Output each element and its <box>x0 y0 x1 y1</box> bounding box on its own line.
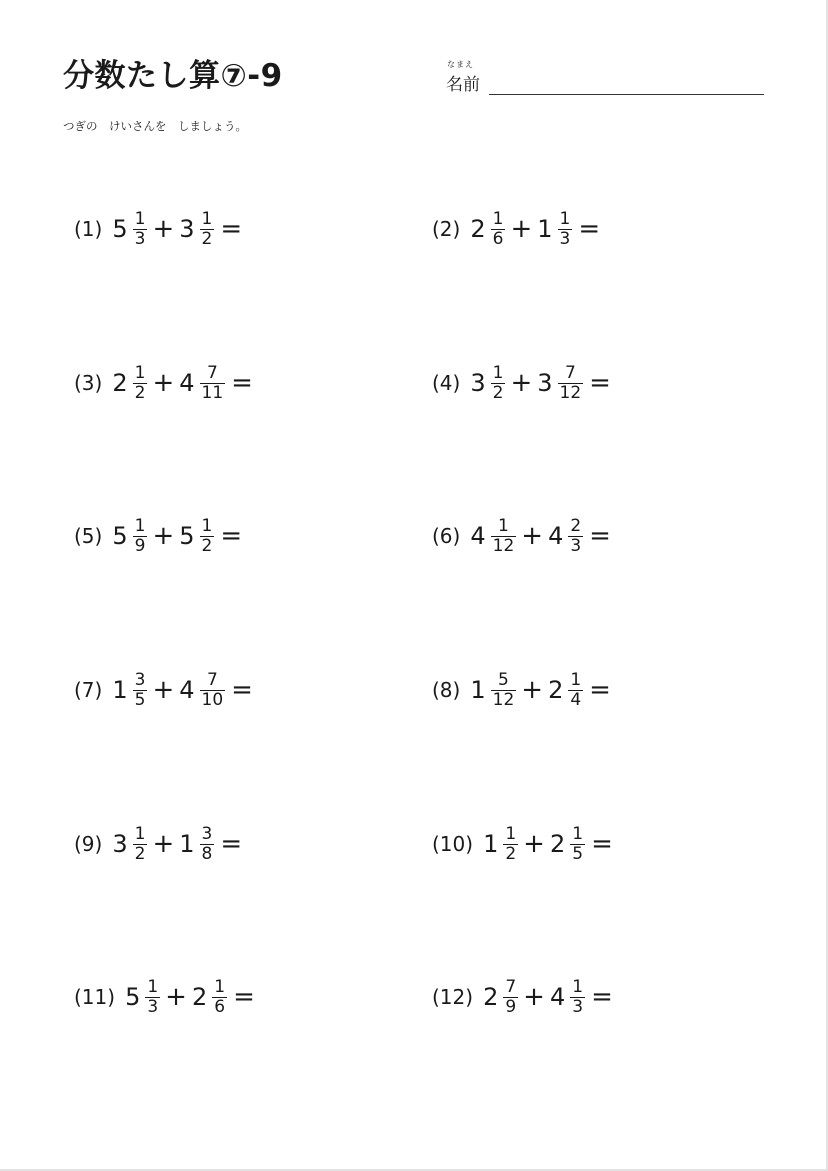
fraction <box>503 978 518 1017</box>
whole-number: 5 <box>112 522 128 550</box>
equals-sign: = <box>591 982 613 1012</box>
whole-number: 2 <box>549 830 566 858</box>
name-writing-line[interactable] <box>489 94 764 95</box>
denominator: 9 <box>134 535 146 556</box>
problem-number: (3) <box>74 371 103 395</box>
whole-number: 1 <box>470 676 486 704</box>
fraction <box>133 671 148 710</box>
plus-sign: + <box>523 829 545 859</box>
numerator: 1 <box>572 976 584 997</box>
problem-number: (10) <box>432 832 474 856</box>
fraction <box>491 364 506 403</box>
whole-number: 4 <box>548 522 564 550</box>
denominator: 4 <box>570 689 582 710</box>
fraction <box>133 517 148 556</box>
denominator: 3 <box>559 228 571 249</box>
fraction <box>558 210 573 249</box>
fraction <box>558 364 584 403</box>
numerator: 1 <box>505 823 517 844</box>
numerator: 3 <box>134 669 146 690</box>
name-label: 名前 <box>446 75 480 95</box>
problem-number: (4) <box>432 371 461 395</box>
fraction <box>133 210 148 249</box>
denominator: 11 <box>201 382 224 403</box>
equals-sign: = <box>220 521 243 551</box>
problem-4 <box>432 358 611 408</box>
equals-sign: = <box>220 829 243 859</box>
whole-number: 3 <box>179 215 195 243</box>
denominator: 12 <box>559 382 582 403</box>
fraction <box>491 517 517 556</box>
numerator: 1 <box>498 515 509 536</box>
denominator: 2 <box>492 382 504 403</box>
denominator: 12 <box>492 535 515 556</box>
plus-sign: + <box>152 368 175 398</box>
denominator: 3 <box>570 535 582 556</box>
fraction <box>145 978 160 1017</box>
problem-number: (6) <box>432 524 461 548</box>
numerator: 7 <box>564 362 576 383</box>
name-field[interactable] <box>446 58 766 98</box>
plus-sign: + <box>521 675 544 705</box>
problem-number: (9) <box>74 832 103 856</box>
plus-sign: + <box>510 214 533 244</box>
fraction <box>200 210 215 249</box>
fraction <box>568 517 583 556</box>
numerator: 1 <box>201 515 213 536</box>
plus-sign: + <box>152 675 175 705</box>
whole-number: 1 <box>483 830 499 858</box>
problem-number: (5) <box>74 524 103 548</box>
denominator: 3 <box>134 228 146 249</box>
whole-number: 4 <box>179 676 195 704</box>
plus-sign: + <box>523 982 545 1012</box>
denominator: 2 <box>505 843 517 864</box>
problem-number: (11) <box>74 985 116 1009</box>
fraction <box>133 364 148 403</box>
plus-sign: + <box>521 521 544 551</box>
numerator: 1 <box>147 976 159 997</box>
problem-number: (8) <box>432 678 461 702</box>
numerator: 1 <box>201 208 213 229</box>
numerator: 1 <box>492 208 504 229</box>
whole-number: 2 <box>112 369 128 397</box>
plus-sign: + <box>510 368 533 398</box>
problem-5 <box>74 511 242 561</box>
whole-number: 2 <box>548 676 564 704</box>
whole-number: 3 <box>537 369 553 397</box>
denominator: 2 <box>201 535 213 556</box>
fraction <box>503 825 518 864</box>
numerator: 7 <box>206 362 218 383</box>
instruction-text: つぎの けいさんを しましょう。 <box>63 119 247 133</box>
whole-number: 1 <box>179 830 195 858</box>
plus-sign: + <box>152 214 175 244</box>
fraction <box>491 210 506 249</box>
denominator: 2 <box>134 382 146 403</box>
problem-1 <box>74 204 242 254</box>
problem-6 <box>432 511 611 561</box>
denominator: 6 <box>492 228 504 249</box>
denominator: 5 <box>134 689 146 710</box>
problem-3 <box>74 358 253 408</box>
numerator: 1 <box>559 208 571 229</box>
fraction <box>570 825 585 864</box>
problem-2 <box>432 204 600 254</box>
numerator: 1 <box>134 362 146 383</box>
denominator: 8 <box>201 843 213 864</box>
whole-number: 5 <box>179 522 195 550</box>
problem-number: (7) <box>74 678 103 702</box>
denominator: 12 <box>492 689 515 710</box>
fraction <box>133 825 148 864</box>
equals-sign: = <box>591 829 613 859</box>
numerator: 1 <box>572 823 584 844</box>
problem-10 <box>432 819 613 869</box>
fraction <box>570 978 585 1017</box>
denominator: 2 <box>134 843 146 864</box>
whole-number: 1 <box>112 676 128 704</box>
equals-sign: = <box>589 521 611 551</box>
problem-number: (2) <box>432 217 461 241</box>
fraction <box>200 825 215 864</box>
numerator: 1 <box>134 515 146 536</box>
whole-number: 5 <box>125 983 141 1011</box>
fraction <box>200 671 226 710</box>
numerator: 1 <box>214 976 226 997</box>
whole-number: 4 <box>549 983 566 1011</box>
numerator: 7 <box>206 669 218 690</box>
denominator: 10 <box>201 689 224 710</box>
denominator: 3 <box>572 996 584 1017</box>
denominator: 9 <box>505 996 517 1017</box>
denominator: 6 <box>214 996 226 1017</box>
equals-sign: = <box>233 982 255 1012</box>
plus-sign: + <box>165 982 187 1012</box>
problem-7 <box>74 665 253 715</box>
equals-sign: = <box>220 214 243 244</box>
numerator: 1 <box>570 669 582 690</box>
whole-number: 1 <box>537 215 553 243</box>
whole-number: 2 <box>483 983 499 1011</box>
whole-number: 4 <box>470 522 486 550</box>
plus-sign: + <box>152 829 175 859</box>
whole-number: 2 <box>470 215 486 243</box>
problem-12 <box>432 972 613 1022</box>
whole-number: 4 <box>179 369 195 397</box>
fraction <box>568 671 583 710</box>
equals-sign: = <box>589 675 611 705</box>
problem-9 <box>74 819 242 869</box>
plus-sign: + <box>152 521 175 551</box>
denominator: 5 <box>572 843 584 864</box>
equals-sign: = <box>589 368 611 398</box>
whole-number: 3 <box>470 369 486 397</box>
numerator: 2 <box>570 515 582 536</box>
problem-number: (1) <box>74 217 103 241</box>
fraction <box>212 978 227 1017</box>
name-ruby: なまえ <box>447 60 474 69</box>
whole-number: 2 <box>191 983 208 1011</box>
denominator: 2 <box>201 228 213 249</box>
equals-sign: = <box>231 368 253 398</box>
numerator: 1 <box>134 208 146 229</box>
fraction <box>200 517 215 556</box>
problem-11 <box>74 972 255 1022</box>
fraction <box>491 671 517 710</box>
whole-number: 5 <box>112 215 128 243</box>
equals-sign: = <box>231 675 253 705</box>
denominator: 3 <box>147 996 159 1017</box>
problem-8 <box>432 665 611 715</box>
numerator: 7 <box>505 976 517 997</box>
numerator: 5 <box>498 669 509 690</box>
numerator: 1 <box>492 362 504 383</box>
worksheet-title: 分数たし算⑦-9 <box>63 58 283 94</box>
equals-sign: = <box>578 214 601 244</box>
whole-number: 3 <box>112 830 128 858</box>
fraction <box>200 364 226 403</box>
numerator: 1 <box>134 823 146 844</box>
problem-number: (12) <box>432 985 474 1009</box>
numerator: 3 <box>201 823 213 844</box>
